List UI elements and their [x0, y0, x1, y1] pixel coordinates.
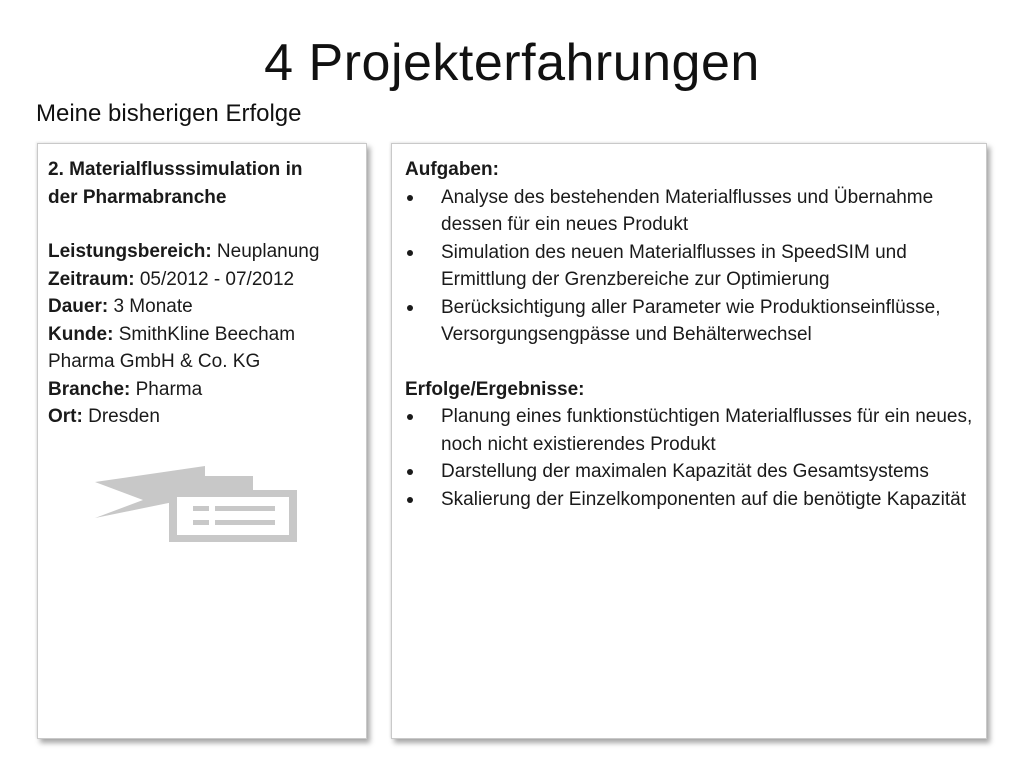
project-title-line: 2. Materialflusssimulation in: [48, 159, 303, 180]
project-info-card: [37, 143, 367, 739]
field-label: Dauer:: [48, 296, 109, 317]
field-ort: [48, 403, 356, 431]
field-value: 05/2012 - 07/2012: [134, 268, 295, 290]
field-label: Leistungsbereich:: [48, 241, 212, 262]
project-details-card: [391, 143, 987, 739]
list-item: Planung eines funktionstüchtigen Materialflusses für ein neues, noch nicht existierendes Produkt: [405, 403, 976, 458]
list-item: Simulation des neuen Materialflusses in SpeedSIM und Ermittlung der Grenzbereiche zur Optimierung: [405, 239, 976, 294]
slide-title: 4 Projekterfahrungen: [264, 34, 760, 92]
field-value: Dresden: [82, 406, 160, 427]
field-value: Neuplanung: [211, 241, 320, 262]
field-leistungsbereich: [48, 238, 356, 266]
spacer: [48, 211, 356, 238]
field-label: Branche:: [48, 378, 131, 400]
document-arrow-icon: [93, 464, 303, 544]
tasks-list: [405, 184, 976, 349]
tasks-heading: Aufgaben:: [405, 159, 499, 180]
field-label: Zeitraum:: [48, 268, 135, 290]
field-dauer: [48, 293, 356, 321]
field-value: Pharma: [130, 378, 203, 400]
project-title: [48, 156, 356, 211]
list-item: Analyse des bestehenden Materialflusses und Übernahme dessen für ein neues Produkt: [405, 184, 976, 239]
project-fields: [48, 238, 356, 431]
field-zeitraum: [48, 266, 356, 294]
list-item: Skalierung der Einzelkomponenten auf die benötigte Kapazität: [405, 486, 976, 514]
slide-subtitle: Meine bisherigen Erfolge: [36, 100, 302, 127]
project-title-line: der Pharmabranche: [48, 186, 227, 208]
field-label: Ort:: [48, 406, 83, 427]
list-item: Darstellung der maximalen Kapazität des Gesamtsystems: [405, 458, 976, 486]
spacer: [405, 349, 976, 376]
results-list: [405, 403, 976, 513]
list-item: Berücksichtigung aller Parameter wie Produktionseinflüsse, Versorgungsengpässe und Behälterwechsel: [405, 294, 976, 349]
field-branche: [48, 376, 356, 404]
results-heading: Erfolge/Ergebnisse:: [405, 378, 585, 400]
field-kunde: [48, 321, 356, 376]
field-value: SmithKline Beecham Pharma GmbH & Co. KG: [48, 323, 296, 372]
field-value: 3 Monate: [108, 296, 193, 317]
field-label: Kunde:: [48, 323, 114, 345]
